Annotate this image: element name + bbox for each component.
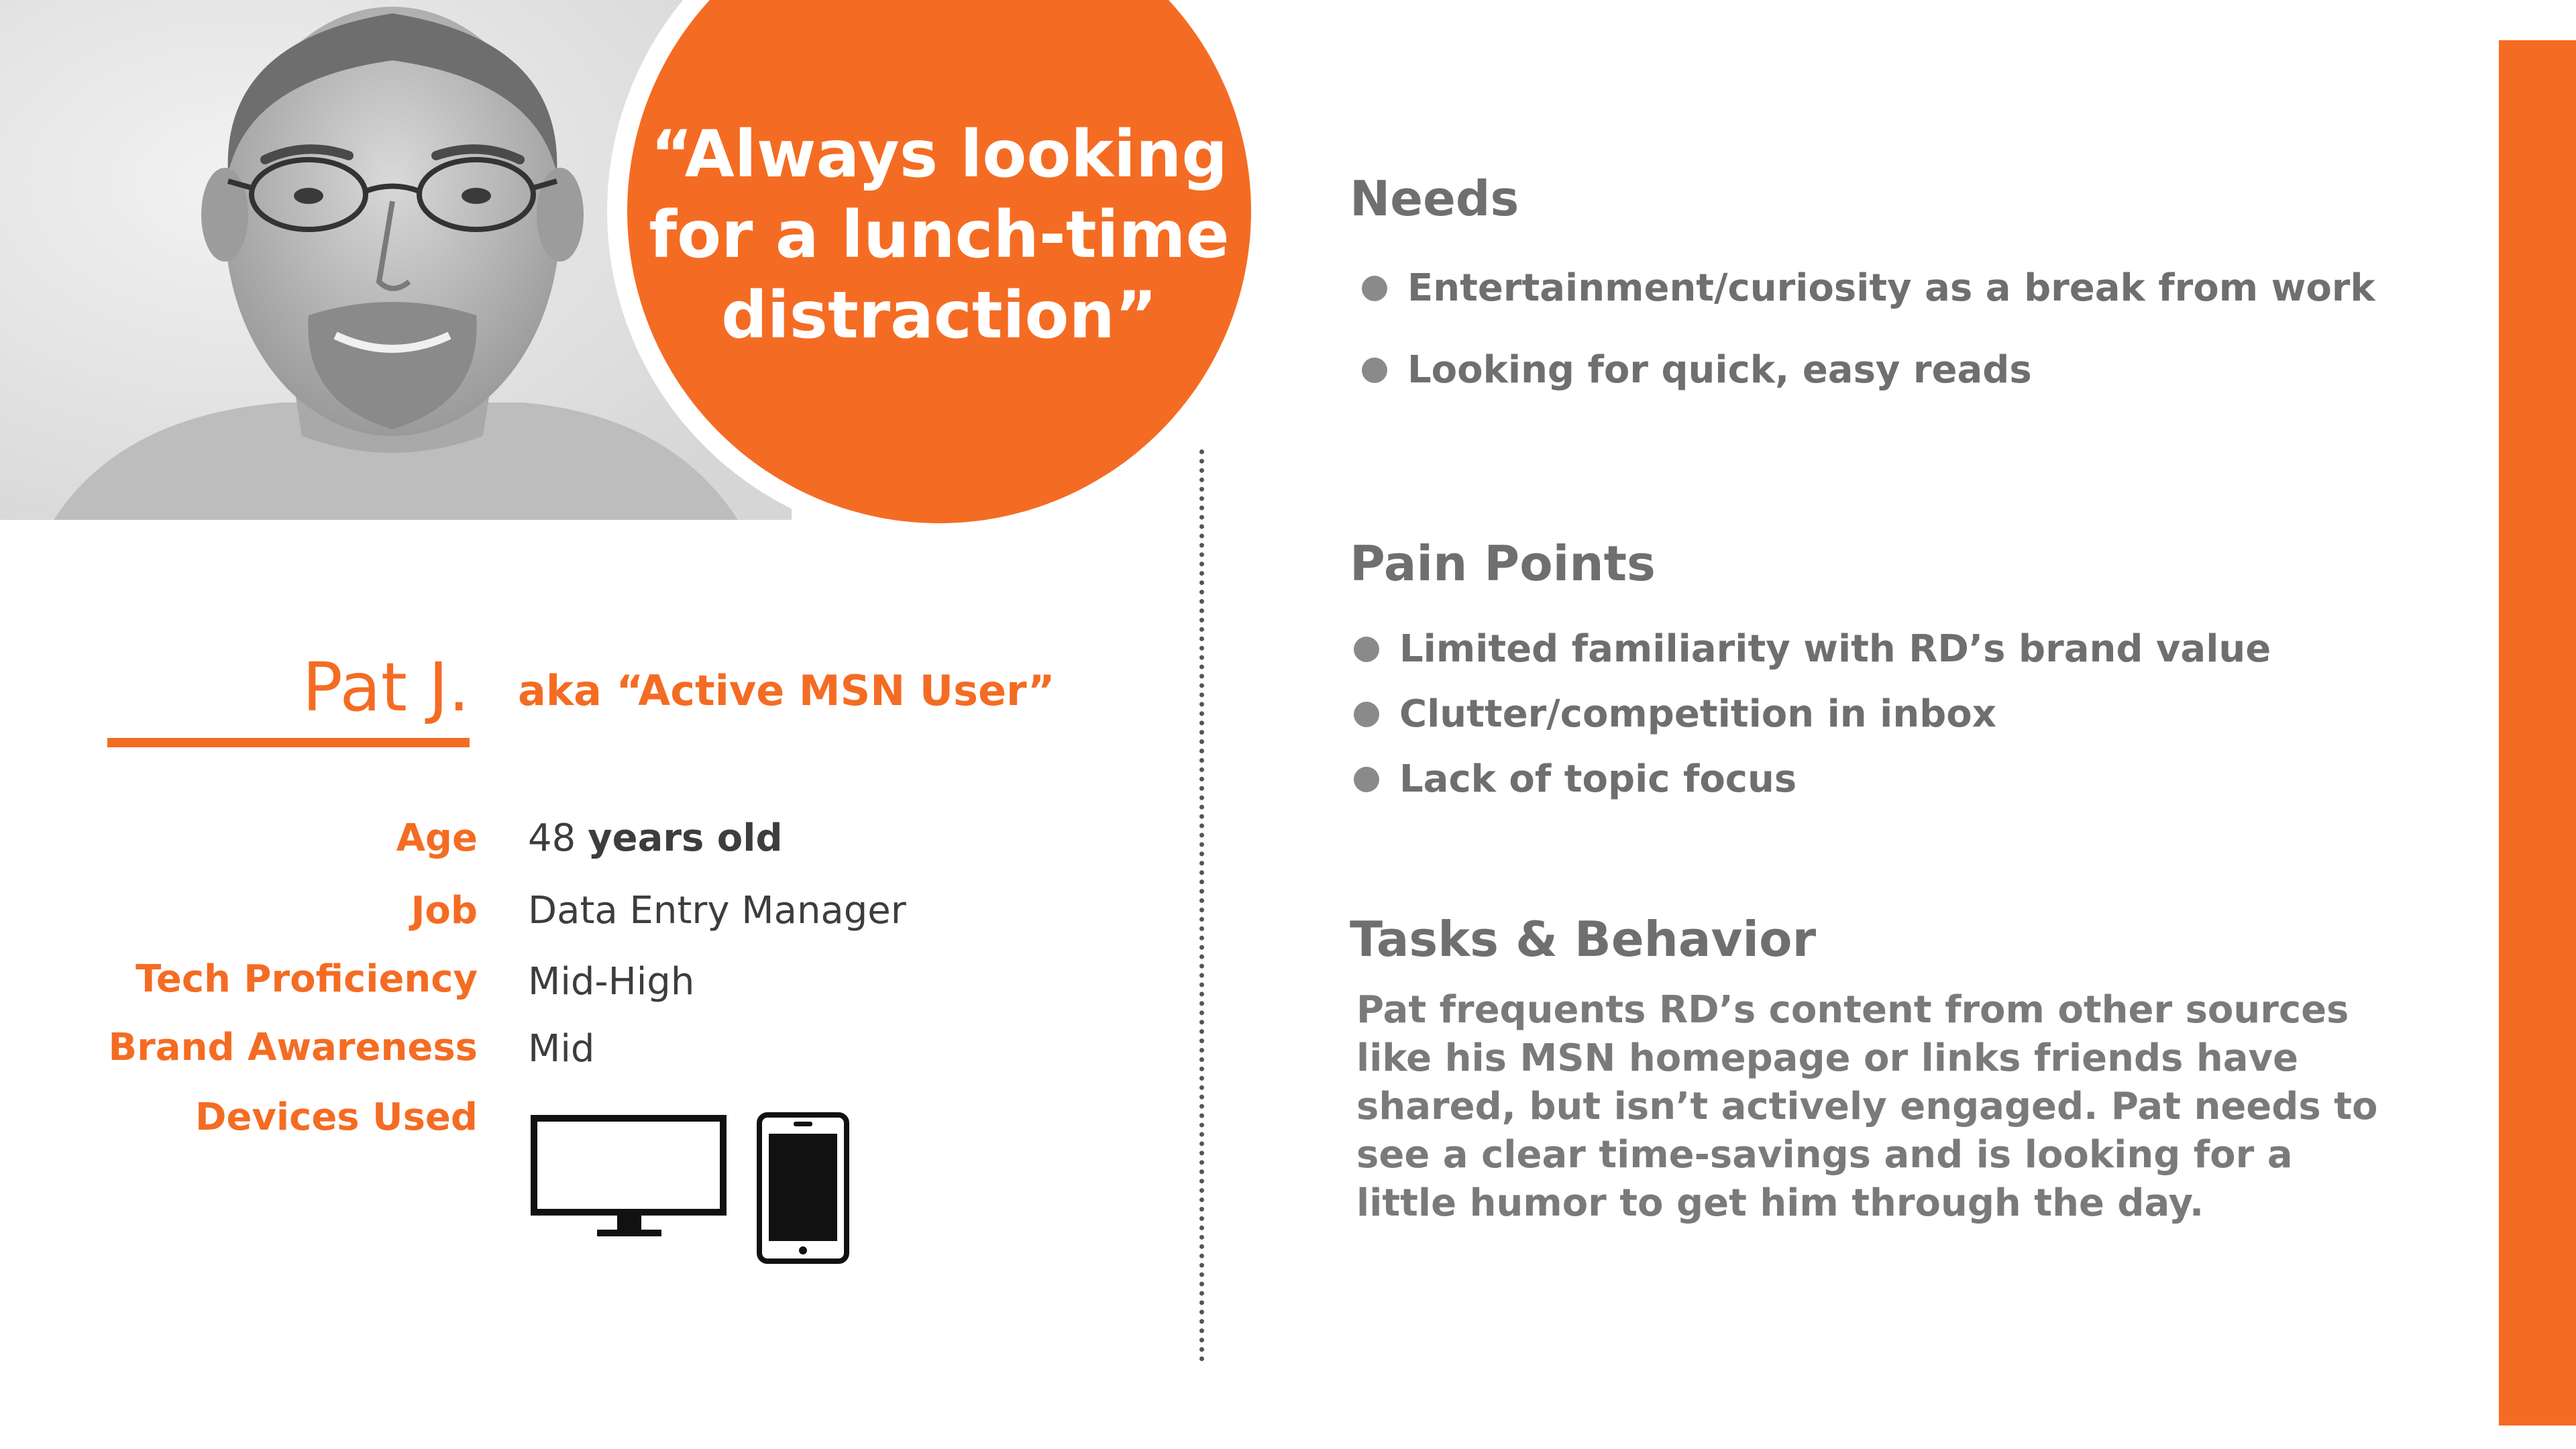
tech-proficiency-value: Mid-High: [528, 960, 695, 1004]
needs-item-text: Looking for quick, easy reads: [1407, 348, 2032, 392]
needs-item: [1362, 345, 2032, 396]
persona-name: Pat J.: [302, 648, 470, 727]
persona-quote: “Always looking for a lunch-time distraction”: [649, 117, 1230, 353]
needs-item: [1362, 263, 2375, 314]
pain-points-heading: Pain Points: [1350, 535, 1656, 592]
needs-item-text: Entertainment/curiosity as a break from work: [1407, 266, 2375, 310]
bullet-dot-icon: [1362, 358, 1387, 383]
desktop-monitor-icon: [534, 1118, 723, 1236]
tasks-behavior-text: Pat frequents RD’s content from other sources like his MSN homepage or links friends have shared, but isn’t actively engaged. Pat needs to see a clear time-savings and is looking for a little humor to get him through the day.: [1356, 988, 2378, 1225]
pain-point-item: [1354, 689, 1996, 740]
pain-point-text: Limited familiarity with RD’s brand value: [1399, 627, 2271, 671]
pain-point-text: Lack of topic focus: [1399, 757, 1797, 801]
name-underline: [107, 738, 470, 747]
job-label: Job: [411, 889, 478, 932]
age-number: 48: [528, 816, 576, 860]
age-unit: years old: [588, 816, 783, 860]
age-value: [528, 812, 783, 865]
devices-used-label: Devices Used: [195, 1095, 478, 1139]
pain-point-text: Clutter/competition in inbox: [1399, 692, 1996, 736]
job-value: Data Entry Manager: [528, 889, 906, 932]
bullet-dot-icon: [1354, 702, 1379, 727]
section-divider: [1199, 449, 1204, 1362]
brand-awareness-label: Brand Awareness: [108, 1026, 478, 1069]
bullet-dot-icon: [1354, 767, 1379, 792]
persona-aka: aka “Active MSN User”: [518, 666, 1055, 715]
pain-point-item: [1354, 624, 2271, 675]
smartphone-icon: [759, 1115, 847, 1261]
needs-heading: Needs: [1350, 170, 1519, 227]
pain-point-item: [1354, 754, 1796, 805]
tech-proficiency-label: Tech Proficiency: [136, 957, 478, 1001]
brand-awareness-value: Mid: [528, 1027, 595, 1071]
bullet-dot-icon: [1354, 637, 1379, 662]
age-label: Age: [396, 816, 478, 860]
devices-used-icons: [530, 1110, 865, 1274]
bullet-dot-icon: [1362, 276, 1387, 301]
accent-bar: [2499, 40, 2576, 1426]
tasks-behavior-heading: Tasks & Behavior: [1350, 911, 1817, 967]
